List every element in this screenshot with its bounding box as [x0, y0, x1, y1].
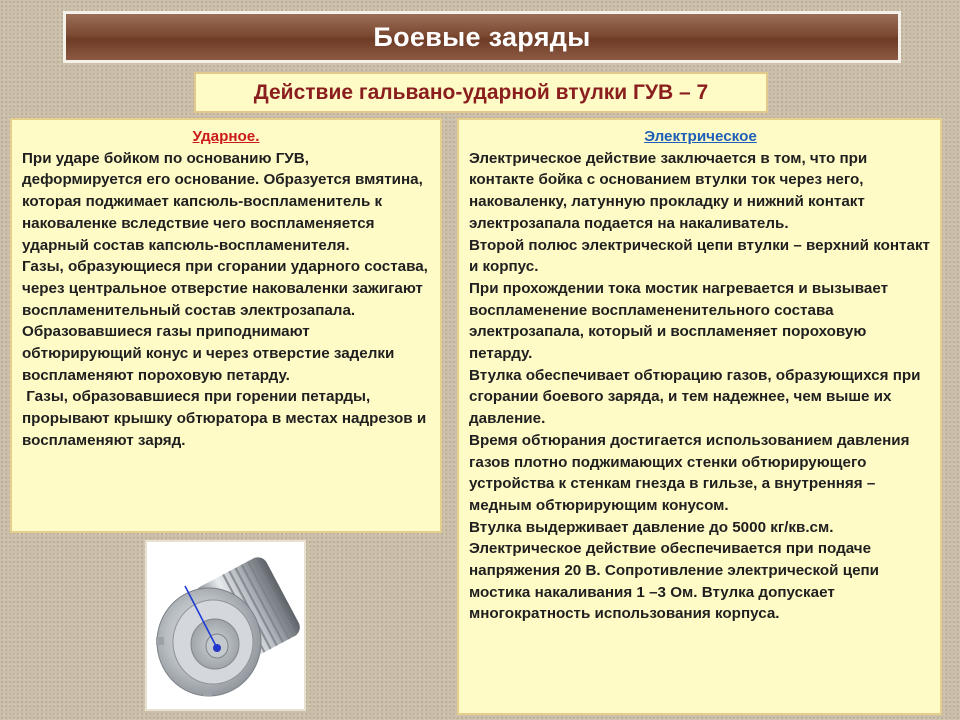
subtitle: Действие гальвано-ударной втулки ГУВ – 7 [253, 80, 709, 104]
electric-heading: Электрическое [644, 128, 757, 145]
electric-paragraph: При прохождении тока мостик нагревается и вызывает воспламенение воспламененительного состава электрозапала, который и воспламеняет пороховую петарду. [469, 279, 889, 363]
slide-title: Боевые заряды [373, 21, 591, 52]
impact-paragraph: Газы, образующиеся при сгорании ударного состава, через центральное отверстие наковаленки зажигают воспламенительный состав электрозапала. [22, 258, 428, 319]
impact-action-panel [10, 118, 442, 533]
primer-sleeve-image [145, 540, 306, 711]
slide-title-bar [63, 11, 901, 63]
impact-paragraph: Образовавшиеся газы приподнимают обтюрирующий конус и через отверстие заделки воспламеняют пороховую петарду. [22, 323, 395, 384]
impact-heading: Ударное. [192, 128, 260, 145]
electric-paragraph: Электрическое действие заключается в том, что при контакте бойка с основанием втулки ток через него, наковаленку, латунную прокладку и нижний контакт электрозапала подается на накаливатель. [469, 149, 868, 232]
electric-paragraph: Второй полюс электрической цепи втулки – верхний контакт и корпус. [469, 236, 930, 276]
electric-paragraph: Электрическое действие обеспечивается при подаче напряжения 20 В. Сопротивление электрической цепи мостика накаливания 1 –3 Ом. Втулка допускает многократность использования корпуса. [469, 540, 880, 623]
electric-paragraph: Втулка выдерживает давление до 5000 кг/кв.см. [469, 518, 834, 536]
electric-paragraph: Время обтюрания достигается использованием давления газов плотно поджимающих стенки обтюрирующего устройства к стенкам гнезда в гильзе, а внутренняя – медным обтюрирующим конусом. [469, 431, 910, 514]
impact-paragraph: Газы, образовавшиеся при горении петарды, прорывают крышку обтюратора в местах надрезов и воспламеняют заряд. [22, 388, 431, 449]
primer-sleeve-illustration [147, 542, 304, 709]
electric-paragraph: Втулка обеспечивает обтюрацию газов, образующихся при сгорании боевого заряда, и тем надежнее, чем выше их давление. [469, 366, 921, 428]
electric-action-panel [457, 118, 942, 715]
subtitle-box [194, 72, 768, 113]
impact-paragraph: При ударе бойком по основанию ГУВ, деформируется его основание. Образуется вмятина, которая поджимает капсюль-воспламенитель к наковаленке вследствие чего воспламеняется ударный состав капсюль-воспламенителя. [22, 149, 423, 254]
